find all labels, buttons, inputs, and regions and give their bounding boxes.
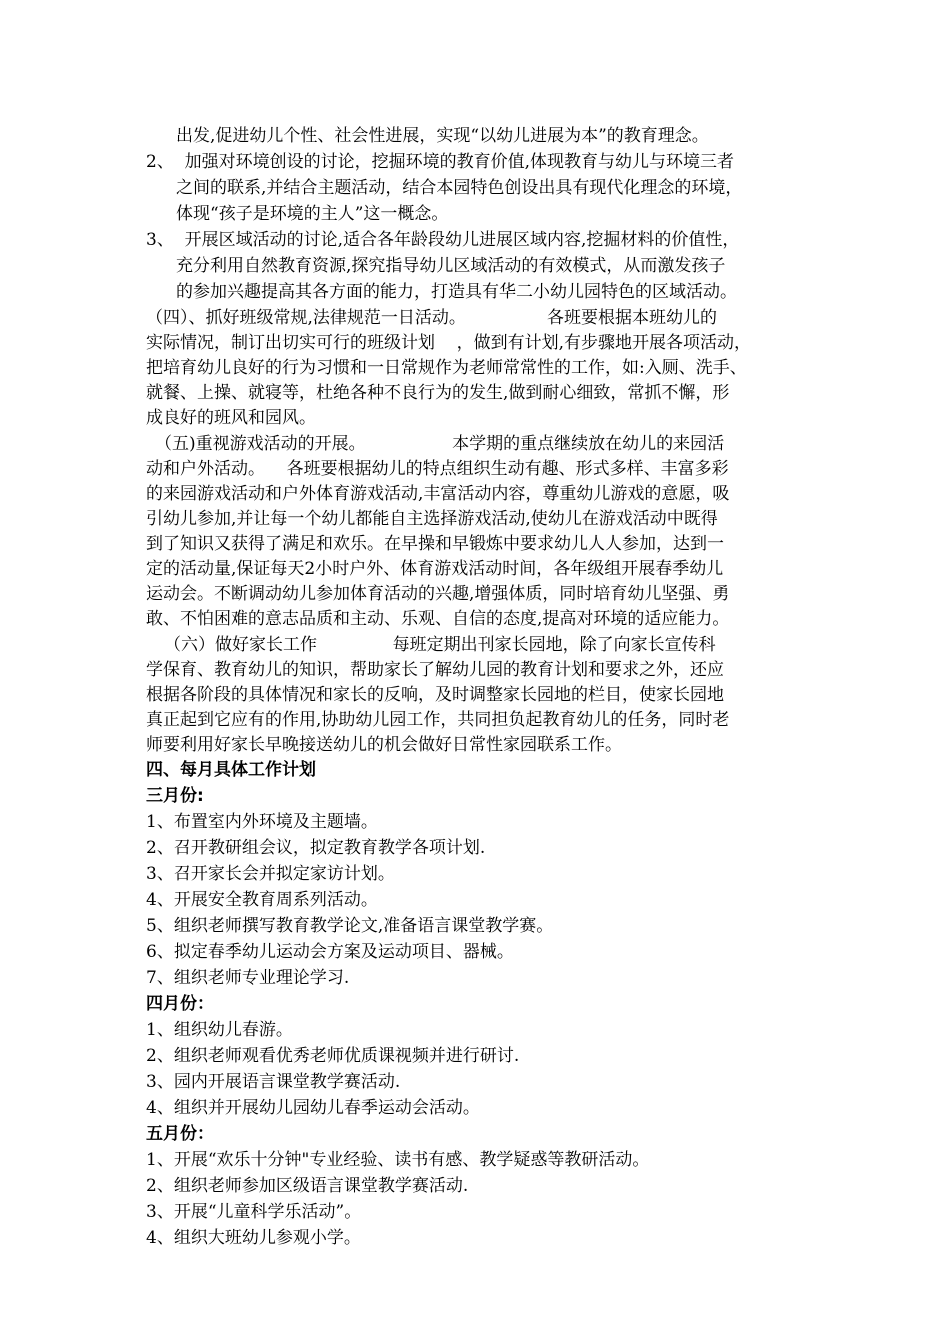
text-line: 敢、不怕困难的意志品质和主动、乐观、自信的态度,提高对环境的适应能力。: [146, 609, 730, 629]
text-line: 出发,促进幼儿个性、社会性进展，实现“以幼儿进展为本”的教育理念。: [176, 126, 709, 146]
text-line: 4、组织大班幼儿参观小学。: [146, 1228, 361, 1248]
section-heading: 五月份：: [146, 1124, 214, 1144]
text-line: 动和户外活动。 各班要根据幼儿的特点组织生动有趣、形式多样、丰富多彩: [146, 459, 729, 479]
section-heading: 四月份：: [146, 994, 214, 1014]
text-line: 2、组织老师观看优秀老师优质课视频并进行研讨.: [146, 1046, 520, 1066]
text-line: （四）、抓好班级常规,法律规范一日活动。 各班要根据本班幼儿的: [146, 308, 717, 328]
text-line: 根据各阶段的具体情况和家长的反响，及时调整家长园地的栏目，使家长园地: [146, 685, 724, 705]
text-line: 的参加兴趣提高其各方面的能力，打造具有华二小幼儿园特色的区域活动。: [176, 282, 737, 302]
text-line: 4、组织并开展幼儿园幼儿春季运动会活动。: [146, 1098, 480, 1118]
text-line: 6、拟定春季幼儿运动会方案及运动项目、器械。: [146, 942, 514, 962]
text-line: 的来园游戏活动和户外体育游戏活动,丰富活动内容，尊重幼儿游戏的意愿，吸: [146, 484, 730, 504]
text-line: 学保育、教育幼儿的知识，帮助家长了解幼儿园的教育计划和要求之外，还应: [146, 660, 724, 680]
text-line: 成良好的班风和园风。: [146, 408, 316, 428]
text-line: 之间的联系,并结合主题活动，结合本园特色创设出具有现代化理念的环境，: [176, 178, 743, 198]
text-line: 3、园内开展语言课堂教学赛活动.: [146, 1072, 401, 1092]
text-line: 定的活动量,保证每天2小时户外、体育游戏活动时间，各年级组开展春季幼儿: [146, 559, 724, 579]
text-line: 7、组织老师专业理论学习.: [146, 968, 350, 988]
text-line: 到了知识又获得了满足和欢乐。在早操和早锻炼中要求幼儿人人参加，达到一: [146, 534, 724, 554]
text-line: 师要利用好家长早晚接送幼儿的机会做好日常性家园联系工作。: [146, 735, 622, 755]
text-line: （五)重视游戏活动的开展。 本学期的重点继续放在幼儿的来园活: [155, 434, 725, 454]
text-line: 2、组织老师参加区级语言课堂教学赛活动.: [146, 1176, 469, 1196]
text-line: 1、布置室内外环境及主题墙。: [146, 812, 378, 832]
text-line: （六）做好家长工作 每班定期出刊家长园地，除了向家长宣传科: [164, 635, 716, 655]
text-line: 3、 开展区域活动的讨论,适合各年龄段幼儿进展区域内容,挖掘材料的价值性，: [146, 230, 740, 250]
text-line: 充分利用自然教育资源,探究指导幼儿区域活动的有效模式，从而激发孩子: [176, 256, 726, 276]
text-line: 引幼儿参加,并让每一个幼儿都能自主选择游戏活动,使幼儿在游戏活动中既得: [146, 509, 718, 529]
text-line: 实际情况，制订出切实可行的班级计划 ，做到有计划,有步骤地开展各项活动，: [146, 333, 752, 353]
section-heading: 三月份:: [146, 786, 204, 806]
text-line: 把培育幼儿良好的行为习惯和一日常规作为老师常常性的工作，如:入厕、洗手、: [146, 358, 747, 378]
text-line: 3、召开家长会并拟定家访计划。: [146, 864, 395, 884]
text-line: 真正起到它应有的作用,协助幼儿园工作，共同担负起教育幼儿的任务，同时老: [146, 710, 730, 730]
section-heading: 四、每月具体工作计划: [146, 760, 316, 780]
text-line: 1、开展“欢乐十分钟"专业经验、读书有感、教学疑惑等教研活动。: [146, 1150, 650, 1170]
text-line: 体现“孩子是环境的主人”这一概念。: [176, 204, 449, 224]
text-line: 3、开展“儿童科学乐活动”。: [146, 1202, 362, 1222]
text-line: 4、开展安全教育周系列活动。: [146, 890, 378, 910]
text-line: 运动会。不断调动幼儿参加体育活动的兴趣,增强体质，同时培育幼儿坚强、勇: [146, 584, 730, 604]
text-line: 1、组织幼儿春游。: [146, 1020, 293, 1040]
text-line: 2、召开教研组会议，拟定教育教学各项计划.: [146, 838, 486, 858]
text-line: 5、组织老师撰写教育教学论文,准备语言课堂教学赛。: [146, 916, 554, 936]
text-line: 2、 加强对环境创设的讨论，挖掘环境的教育价值,体现教育与幼儿与环境三者: [146, 152, 735, 172]
text-line: 就餐、上操、就寝等，杜绝各种不良行为的发生,做到耐心细致，常抓不懈，形: [146, 383, 730, 403]
